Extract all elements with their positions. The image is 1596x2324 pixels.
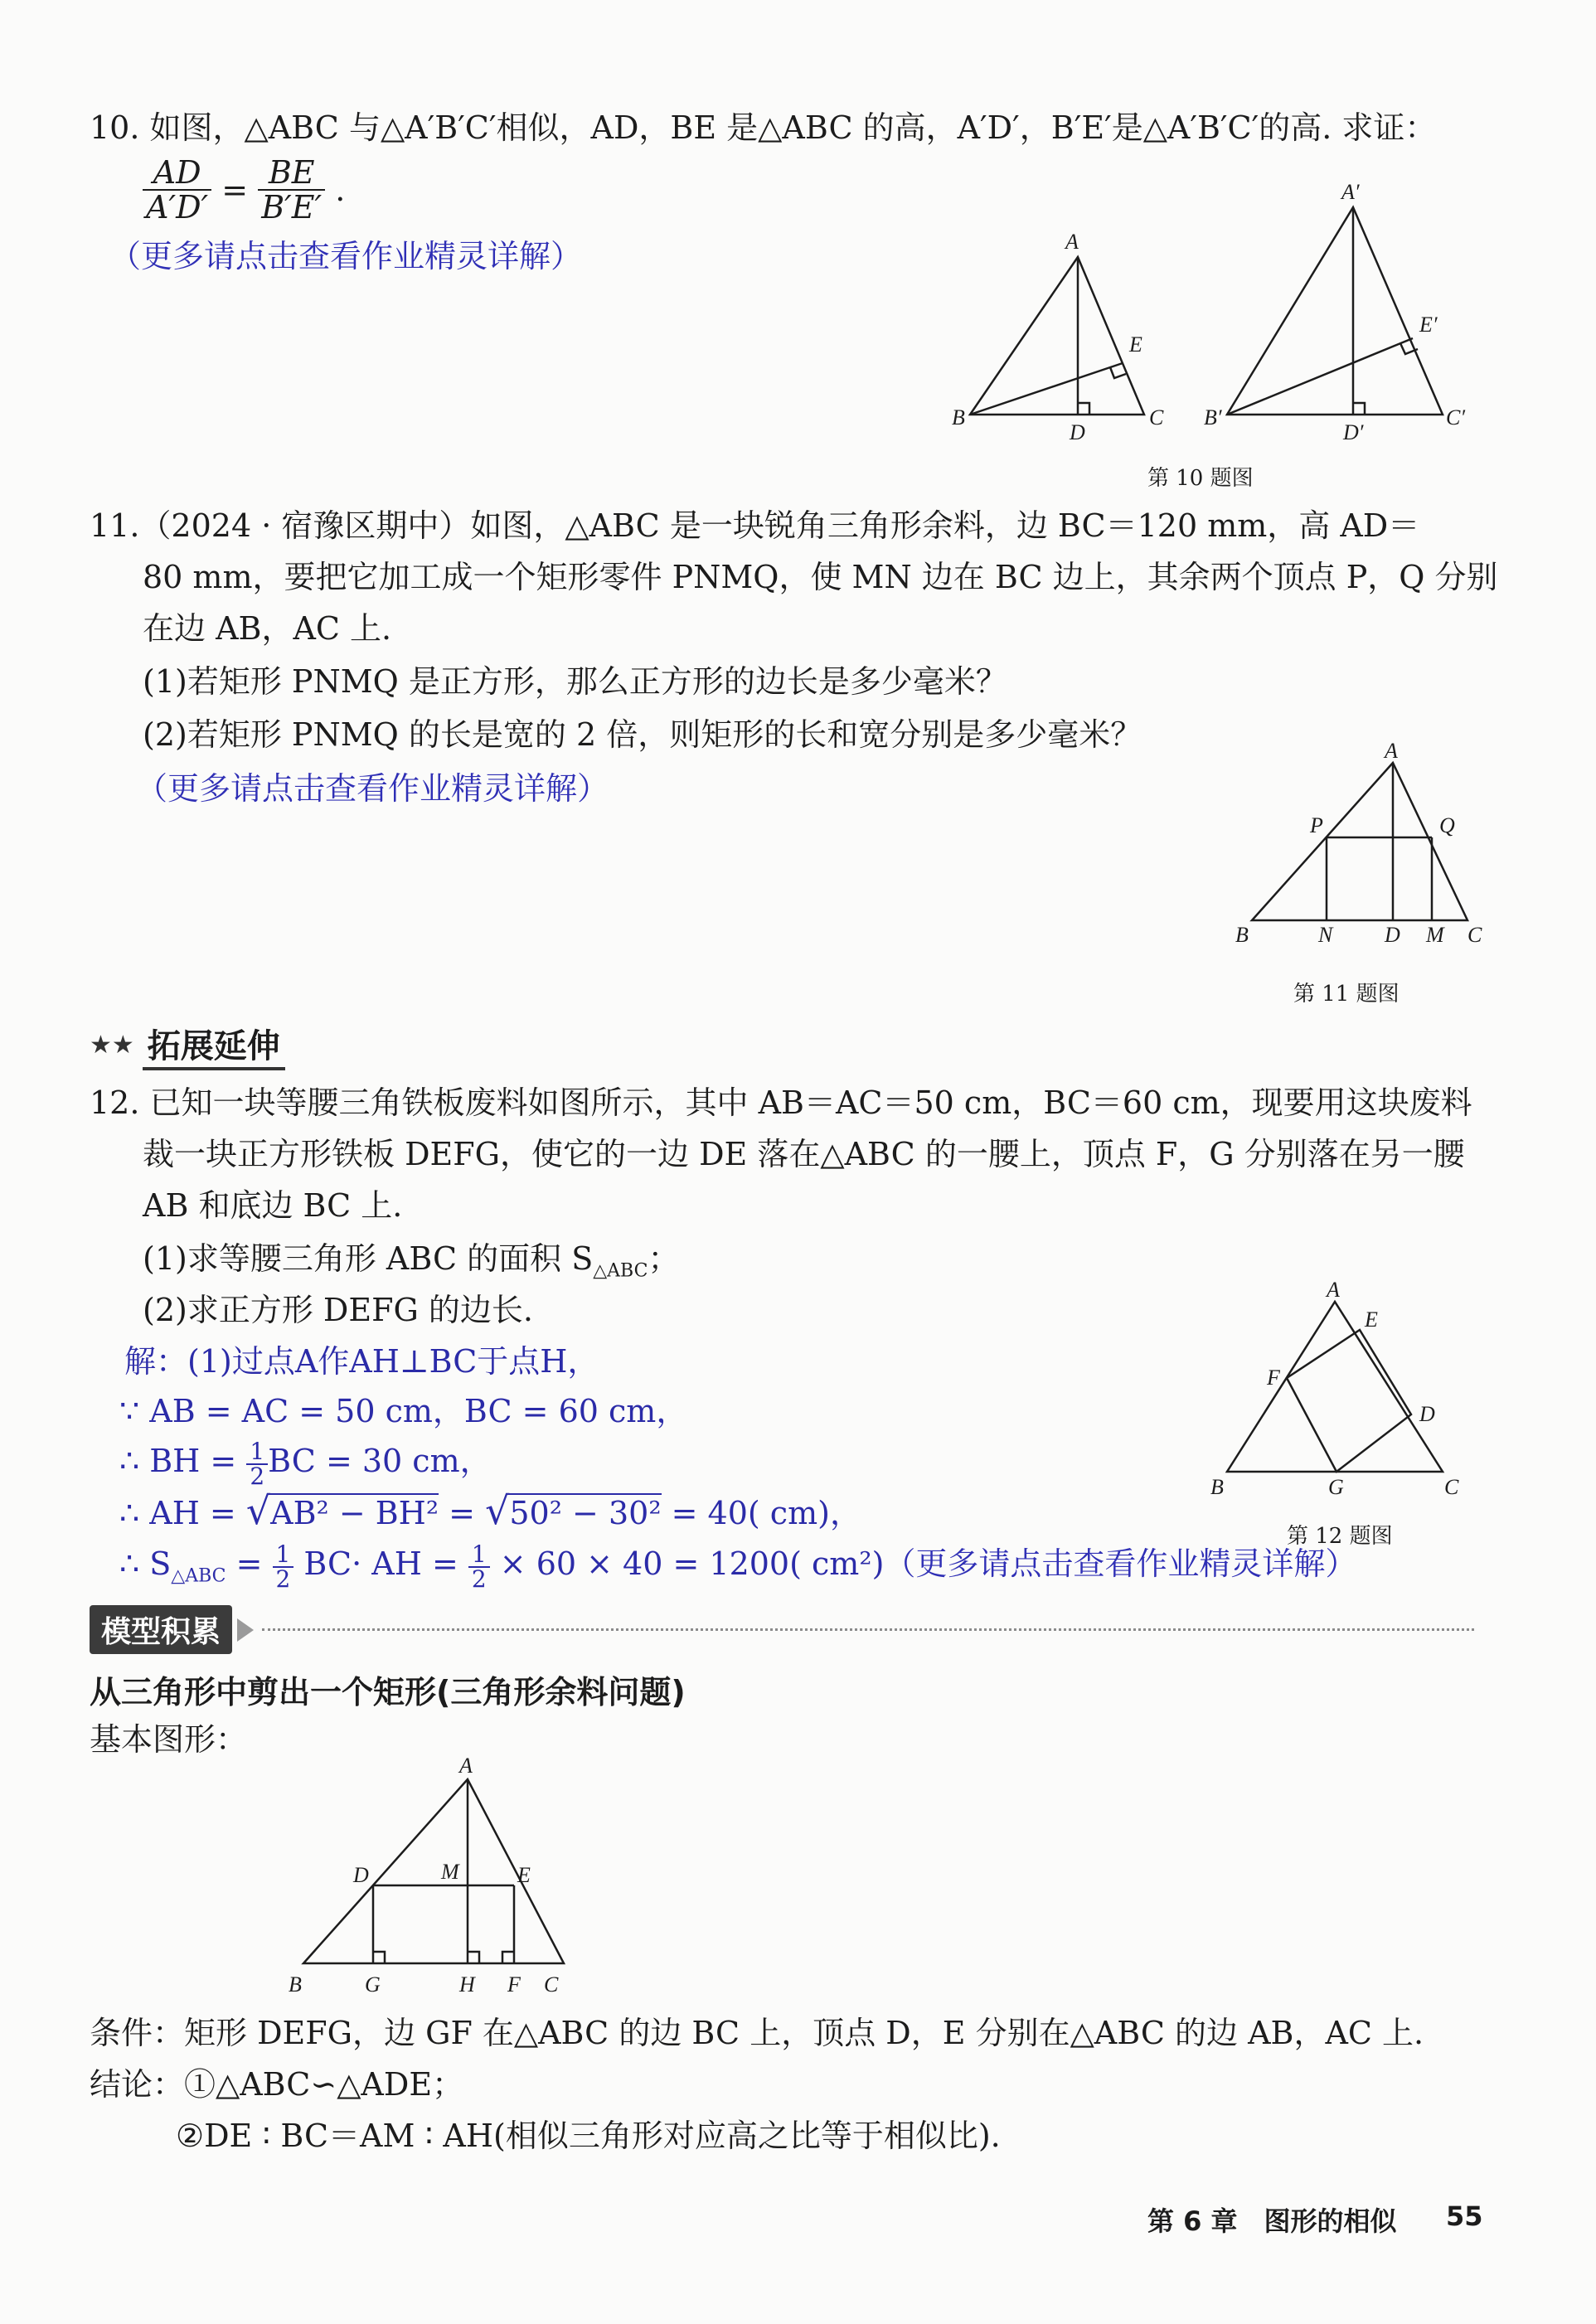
radicand-1: AB² − BH²	[270, 1495, 439, 1531]
right-angle-mark	[373, 1952, 385, 1963]
q11-line1: 11.（2024 · 宿豫区期中）如图，△ABC 是一块锐角三角形余料，边 BC＝120 mm，高 AD＝	[90, 507, 1420, 544]
label-c: C	[1467, 923, 1482, 947]
right-angle-mark	[1078, 403, 1089, 415]
frac-denominator: A′D′	[146, 189, 209, 226]
label-b: B	[1235, 923, 1249, 947]
label-g: G	[365, 1972, 381, 1997]
label-c-prime: C′	[1446, 405, 1466, 429]
model-figure	[282, 1754, 580, 2006]
right-angle-mark	[1353, 403, 1365, 415]
frac-numerator: BE	[258, 156, 325, 191]
q10-detail-link[interactable]: （更多请点击查看作业精灵详解）	[109, 238, 583, 274]
model-conclusion-2: ②DE ∶ BC＝AM ∶ AH(相似三角形对应高之比等于相似比).	[176, 2118, 1001, 2154]
sol4-mid: =	[439, 1495, 486, 1531]
label-b: B	[289, 1972, 302, 1997]
q10-figure	[945, 174, 1492, 448]
divider	[262, 1628, 1474, 1631]
triangle-abc	[1252, 763, 1467, 920]
extension-title: 拓展延伸	[143, 1020, 285, 1070]
q11-figure	[1227, 739, 1492, 953]
q10-frac-right	[258, 156, 325, 224]
sol3-pre: ∴ BH =	[119, 1443, 247, 1479]
label-d: D	[1385, 923, 1400, 947]
q12-solution-3	[119, 1436, 492, 1488]
sol5-eq: =	[226, 1545, 273, 1582]
label-a: A	[1065, 230, 1079, 254]
half-fraction	[246, 1437, 268, 1490]
triangle-abc	[970, 257, 1144, 415]
model-conclusion-1: 结论：①△ABC∽△ADE；	[90, 2066, 464, 2103]
q12-detail-link[interactable]: （更多请点击查看作业精灵详解）	[884, 1545, 1357, 1582]
q12-sub1-end: ；	[648, 1240, 680, 1277]
label-c: C	[1149, 405, 1164, 429]
equals-sign: =	[221, 172, 249, 208]
radical-sign: √	[485, 1488, 510, 1533]
star-icon: ★★	[90, 1031, 134, 1060]
frac-numerator: 1	[273, 1543, 294, 1568]
frac-denominator: 2	[250, 1462, 265, 1490]
label-b: B	[952, 405, 965, 429]
q12-line3: AB 和底边 BC 上.	[143, 1187, 403, 1224]
label-c: C	[544, 1972, 559, 1997]
sol5-pre: ∴ S	[119, 1545, 172, 1582]
label-a: A	[1327, 1278, 1340, 1302]
q12-caption: 第 12 题图	[1287, 1524, 1393, 1549]
right-angle-mark	[502, 1952, 514, 1963]
label-e: E	[517, 1863, 531, 1887]
label-g: G	[1328, 1475, 1344, 1499]
q12-solution-5	[119, 1539, 1356, 1602]
model-condition: 条件：矩形 DEFG，边 GF 在△ABC 的边 BC 上，顶点 D，E 分别在△ABC 的边 AB，AC 上.	[90, 2015, 1424, 2051]
label-f: F	[1267, 1366, 1280, 1390]
model-tag: 模型积累	[90, 1605, 232, 1654]
model-title: 从三角形中剪出一个矩形(三角形余料问题)	[90, 1674, 686, 1710]
sol4-pre: ∴ AH =	[119, 1495, 246, 1531]
label-m: M	[1426, 923, 1444, 947]
right-angle-mark	[1110, 367, 1126, 378]
altitude-be	[970, 363, 1123, 415]
q11-line2: 80 mm，要把它加工成一个矩形零件 PNMQ，使 MN 边在 BC 边上，其余两个顶点 P，Q 分别	[143, 559, 1498, 595]
model-basic-label: 基本图形：	[90, 1721, 248, 1758]
q12-figure	[1202, 1278, 1501, 1509]
frac-denominator: 2	[471, 1565, 487, 1593]
half-fraction	[273, 1540, 294, 1593]
label-e-prime: E′	[1419, 313, 1438, 337]
q11-sub1: (1)若矩形 PNMQ 是正方形，那么正方形的边长是多少毫米？	[143, 663, 1007, 700]
frac-numerator: 1	[246, 1440, 268, 1465]
label-a: A	[1385, 739, 1398, 763]
q10-text: 10. 如图，△ABC 与△A′B′C′相似，AD，BE 是△ABC 的高，A′D′，B′E′是△A′B′C′的高. 求证：	[90, 109, 1437, 146]
page-number: 55	[1446, 2200, 1483, 2232]
label-e: E	[1129, 332, 1142, 357]
sol4-post: = 40( cm)，	[661, 1495, 861, 1531]
frac-numerator: 1	[468, 1543, 490, 1568]
label-q: Q	[1439, 813, 1455, 837]
altitude-be-prime	[1227, 338, 1413, 415]
label-d: D	[1419, 1402, 1435, 1426]
triangle-abc-prime	[1227, 207, 1443, 415]
radicand-2: 50² − 30²	[509, 1495, 662, 1531]
label-d: D	[1070, 420, 1085, 444]
sol5-post: × 60 × 40 = 1200( cm²)	[489, 1545, 885, 1582]
sol3-post: BC = 30 cm，	[268, 1443, 492, 1479]
label-n: N	[1318, 923, 1333, 947]
model-header	[90, 1605, 1474, 1654]
label-b: B	[1210, 1475, 1224, 1499]
label-p: P	[1310, 813, 1323, 837]
frac-denominator: 2	[275, 1565, 291, 1593]
label-e: E	[1365, 1308, 1378, 1332]
q12-line2: 裁一块正方形铁板 DEFG，使它的一边 DE 落在△ABC 的一腰上，顶点 F，G 分别落在另一腰	[143, 1136, 1465, 1172]
label-d: D	[353, 1863, 369, 1887]
q12-solution-2: ∵ AB = AC = 50 cm，BC = 60 cm，	[119, 1393, 688, 1429]
label-d-prime: D′	[1343, 420, 1364, 444]
label-a: A	[459, 1754, 473, 1778]
triangle-abc	[1227, 1302, 1443, 1472]
q12-sub1-text: (1)求等腰三角形 ABC 的面积 S	[143, 1240, 594, 1277]
label-b-prime: B′	[1204, 405, 1222, 429]
q11-detail-link[interactable]: （更多请点击查看作业精灵详解）	[136, 770, 609, 807]
q10-frac-left	[143, 156, 211, 224]
label-a-prime: A′	[1341, 180, 1360, 204]
q11-caption: 第 11 题图	[1293, 982, 1400, 1007]
footer-chapter: 第 6 章 图形的相似	[1147, 2205, 1397, 2237]
q12-sub2: (2)求正方形 DEFG 的边长.	[143, 1292, 533, 1328]
label-f: F	[507, 1972, 521, 1997]
sol5-mid: BC· AH =	[293, 1545, 468, 1582]
q11-line3: 在边 AB，AC 上.	[143, 610, 392, 647]
square-defg	[1287, 1330, 1411, 1472]
label-m: M	[441, 1860, 459, 1884]
q12-solution-1: 解：(1)过点A作AH⊥BC于点H，	[124, 1343, 599, 1380]
label-h: H	[459, 1972, 475, 1997]
q12-line1: 12. 已知一块等腰三角铁板废料如图所示，其中 AB＝AC＝50 cm，BC＝60 cm，现要用这块废料	[90, 1084, 1472, 1121]
q11-sub2: (2)若矩形 PNMQ 的长是宽的 2 倍，则矩形的长和宽分别是多少毫米？	[143, 716, 1142, 753]
frac-numerator: AD	[143, 156, 211, 191]
q10-equation	[143, 156, 345, 224]
right-angle-mark	[468, 1952, 479, 1963]
period: .	[335, 172, 346, 208]
sol5-subscript: △ABC	[171, 1565, 226, 1587]
label-c: C	[1444, 1475, 1459, 1499]
extension-header	[90, 1020, 285, 1070]
q12-sub1-subscript: △ABC	[593, 1260, 648, 1282]
half-fraction	[468, 1540, 490, 1593]
arrow-icon	[237, 1618, 254, 1642]
radical-sign: √	[245, 1488, 271, 1533]
frac-denominator: B′E′	[261, 189, 323, 226]
q12-solution-4	[119, 1486, 861, 1538]
q10-caption: 第 10 题图	[1147, 466, 1254, 491]
